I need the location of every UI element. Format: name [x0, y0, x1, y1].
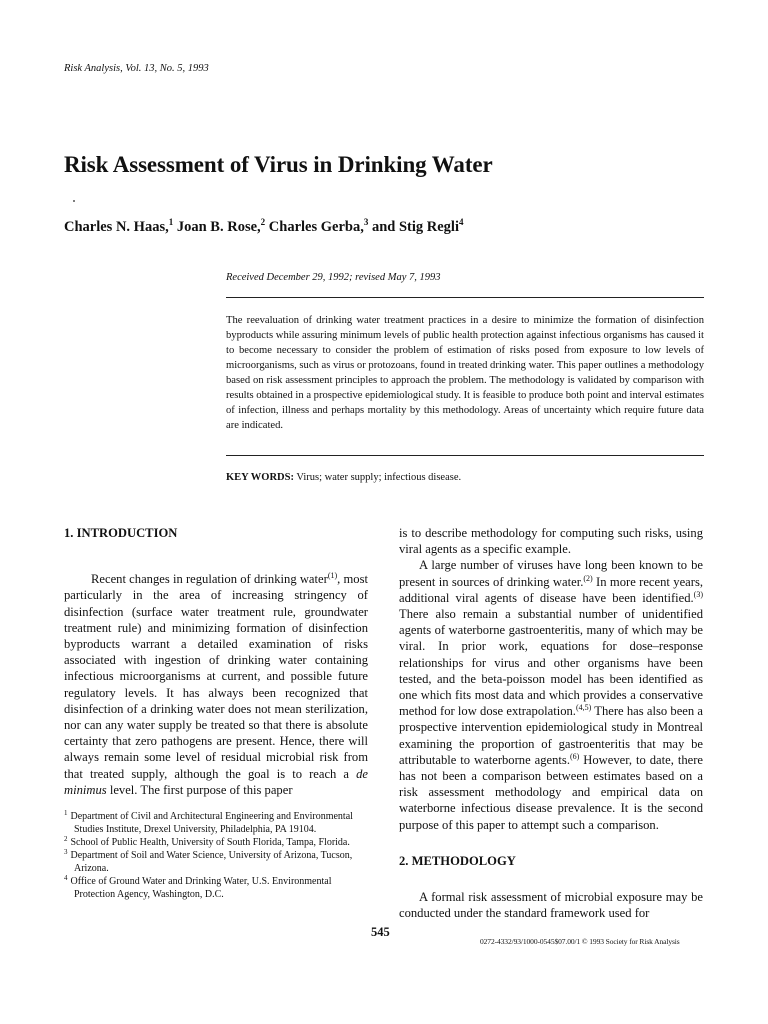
intro-paragraph: Recent changes in regulation of drinking water$^{(1)}$, most particularly in the area of increasing stringency of disinfection (surface water treatment rule, groundwater treatment rule) and minimizing formation of disinfection byproducts warrant a detailed examination of risks associated with ingestion of drinking water containing infectious microorganisms at current, and possible future regulatory levels. It has always been recognized that disinfection of a drinking water does not mean sterilization, nor can any water supply be treated so that there is absolute certainty that zero pathogens are present. Hence, there will always remain some level of residual microbial risk from that treated supply, although the goal is to reach a de minimus level. The first purpose of this paper [64, 571, 368, 797]
footnote: $^4$ Office of Ground Water and Drinking Water, U.S. Environmental Protection Agency, Washington, D.C. [64, 873, 332, 900]
author-list [64, 219, 463, 236]
author-name: Joan B. Rose, [176, 219, 261, 235]
body-paragraph: is to describe methodology for computing such risks, using viral agents as a specific example. [399, 526, 703, 557]
affiliation-mark: 2 [260, 217, 266, 228]
section-heading-methodology: 2. METHODOLOGY [399, 853, 516, 868]
stray-mark [73, 200, 75, 202]
abstract-top-rule [226, 297, 704, 298]
affiliation-mark: 4 [458, 217, 464, 228]
keywords-text: Virus; water supply; infectious disease. [293, 472, 462, 483]
author-name: Charles N. Haas, [64, 219, 169, 235]
footnote: $^1$ Department of Civil and Architectural Engineering and Environmental Studies Institute, Drexel University, Philadelphia, PA 19104. [64, 808, 353, 835]
page-number: 545 [371, 925, 390, 939]
methodology-paragraph: A formal risk assessment of microbial exposure may be conducted under the standard framework used for [399, 890, 703, 921]
abstract-bottom-rule [226, 455, 704, 456]
right-column [399, 525, 703, 921]
footnote: $^3$ Department of Soil and Water Science, University of Arizona, Tucson, Arizona. [64, 847, 353, 874]
citation: (6) [569, 751, 580, 761]
section-heading-introduction: 1. INTRODUCTION [64, 526, 178, 540]
affiliation-mark: 3 [363, 217, 369, 228]
citation: (4,5) [575, 703, 592, 713]
left-column [64, 525, 368, 798]
affiliation-footnotes [64, 810, 370, 901]
author-name: Charles Gerba, [268, 219, 364, 235]
citation: (1) [327, 571, 338, 581]
affiliation-mark: 1 [168, 217, 174, 228]
received-date: Received December 29, 1992; revised May 7, 1993 [226, 272, 441, 283]
body-paragraph: A large number of viruses have long been known to be present in sources of drinking water.$^{(2)}$ In more recent years, additional viral agents of disease have been identified.$^{(3)}$ There also remain a substantial number of unidentified agents of waterborne gastroenteritis, many of which may be viral. In prior work, equations for dose–response relationships for virus and other organisms have been tested, and the beta-poisson model has been identified as one which fits most data and which provides a conservative method for low dose extrapolation.$^{(4,5)}$ There has also been a prospective intervention epidemiological study in Montreal examining the proportion of gastroenteritis that may be attributable to waterborne agents.$^{(6)}$ However, to date, there has not been a comparison between estimates based on a risk assessment methodology and empirical data on waterborne infectious disease prevalence. It is the second purpose of this paper to attempt such a comparison. [399, 558, 703, 832]
article-title: Risk Assessment of Virus in Drinking Water [64, 152, 493, 177]
keywords [226, 472, 461, 483]
abstract: The reevaluation of drinking water treatment practices in a desire to minimize the formation of disinfection byproducts while assuring minimum levels of public health protection against infectious organisms has caused it to become necessary to consider the problem of estimation of risks posed from exposure to low levels of microorganisms, such as virus or protozoans, found in treated drinking water. This paper outlines a methodology based on risk assessment principles to approach the problem. The methodology is validated by comparison with results obtained in a prospective epidemiological study. It is feasible to produce both point and interval estimates of infection, illness and perhaps mortality by this methodology. Areas of uncertainty which require future data are indicated. [226, 315, 704, 431]
copyright-line: 0272-4332/93/1000-0545$07.00/1 © 1993 Society for Risk Analysis [480, 937, 680, 946]
keywords-label: KEY WORDS: [226, 472, 294, 483]
journal-citation: Risk Analysis, Vol. 13, No. 5, 1993 [64, 63, 209, 74]
citation: (2) [583, 573, 593, 583]
author-name: and Stig Regli [371, 219, 459, 235]
footnote: $^2$ School of Public Health, University of South Florida, Tampa, Florida. [64, 834, 350, 848]
citation: (3) [693, 589, 703, 599]
